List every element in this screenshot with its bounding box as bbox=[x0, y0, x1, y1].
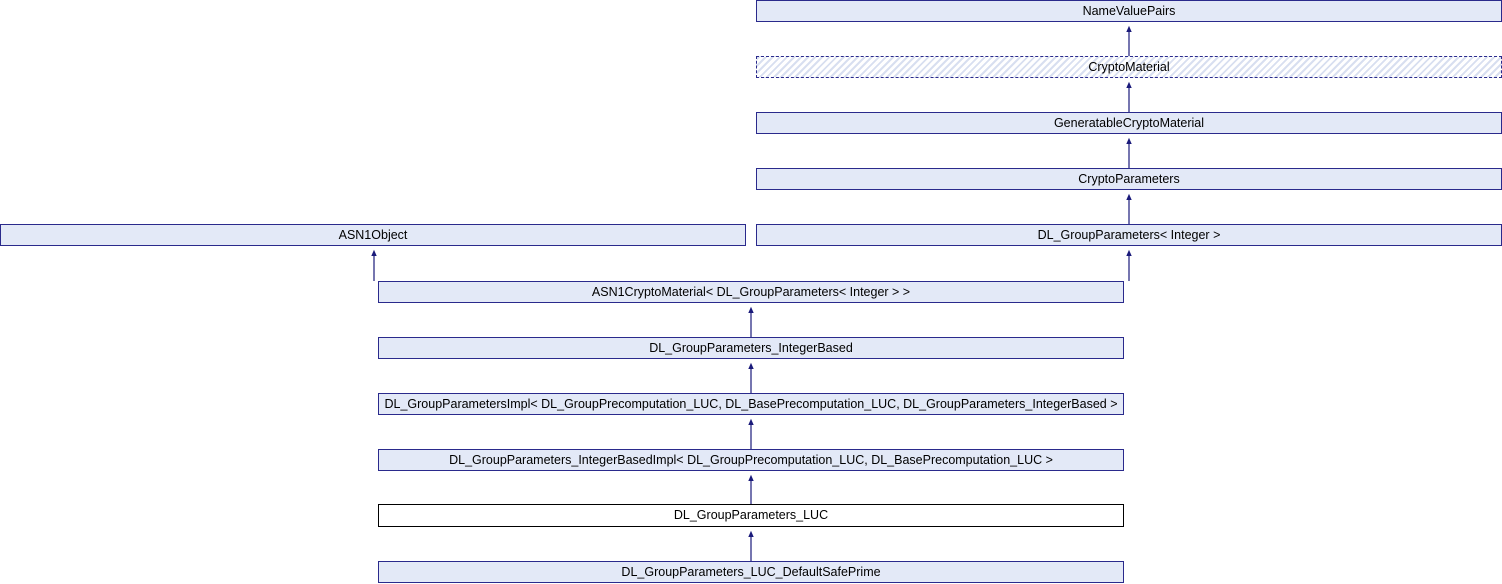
class-node-label: GeneratableCryptoMaterial bbox=[1053, 115, 1205, 130]
class-node-label: DL_GroupParametersImpl< DL_GroupPrecomputation_LUC, DL_BasePrecomputation_LUC, DL_GroupParameters_IntegerBased > bbox=[384, 396, 1118, 411]
class-node-label: NameValuePairs bbox=[1082, 3, 1176, 18]
class-node-asn1cryptomaterial[interactable] bbox=[378, 281, 1124, 303]
class-node-label: ASN1Object bbox=[338, 227, 408, 242]
class-node-dl-groupparameters-luc-defaultsafeprime[interactable] bbox=[378, 561, 1124, 583]
class-node-label: CryptoParameters bbox=[1078, 171, 1180, 186]
class-node-name-value-pairs[interactable] bbox=[756, 0, 1502, 22]
class-node-label: DL_GroupParameters_LUC bbox=[673, 508, 829, 523]
class-node-label: ASN1CryptoMaterial< DL_GroupParameters< Integer > > bbox=[591, 284, 911, 299]
class-node-dl-groupparametersimpl[interactable] bbox=[378, 393, 1124, 415]
class-node-crypto-material[interactable] bbox=[756, 56, 1502, 78]
class-node-dl-groupparameters-integerbasedimpl[interactable] bbox=[378, 449, 1124, 471]
class-node-label: DL_GroupParameters_IntegerBased bbox=[649, 340, 853, 355]
class-node-dl-groupparameters-integer[interactable] bbox=[756, 224, 1502, 246]
class-node-dl-groupparameters-luc[interactable] bbox=[378, 504, 1124, 527]
class-node-label: DL_GroupParameters_IntegerBasedImpl< DL_GroupPrecomputation_LUC, DL_BasePrecomputation_LUC > bbox=[449, 452, 1053, 467]
class-node-asn1object[interactable] bbox=[0, 224, 746, 246]
class-node-generatable-crypto-material[interactable] bbox=[756, 112, 1502, 134]
class-node-label: DL_GroupParameters< Integer > bbox=[1037, 227, 1221, 242]
class-node-label: DL_GroupParameters_LUC_DefaultSafePrime bbox=[621, 564, 881, 579]
class-node-crypto-parameters[interactable] bbox=[756, 168, 1502, 190]
class-node-label: CryptoMaterial bbox=[1088, 59, 1170, 74]
class-node-dl-groupparameters-integerbased[interactable] bbox=[378, 337, 1124, 359]
